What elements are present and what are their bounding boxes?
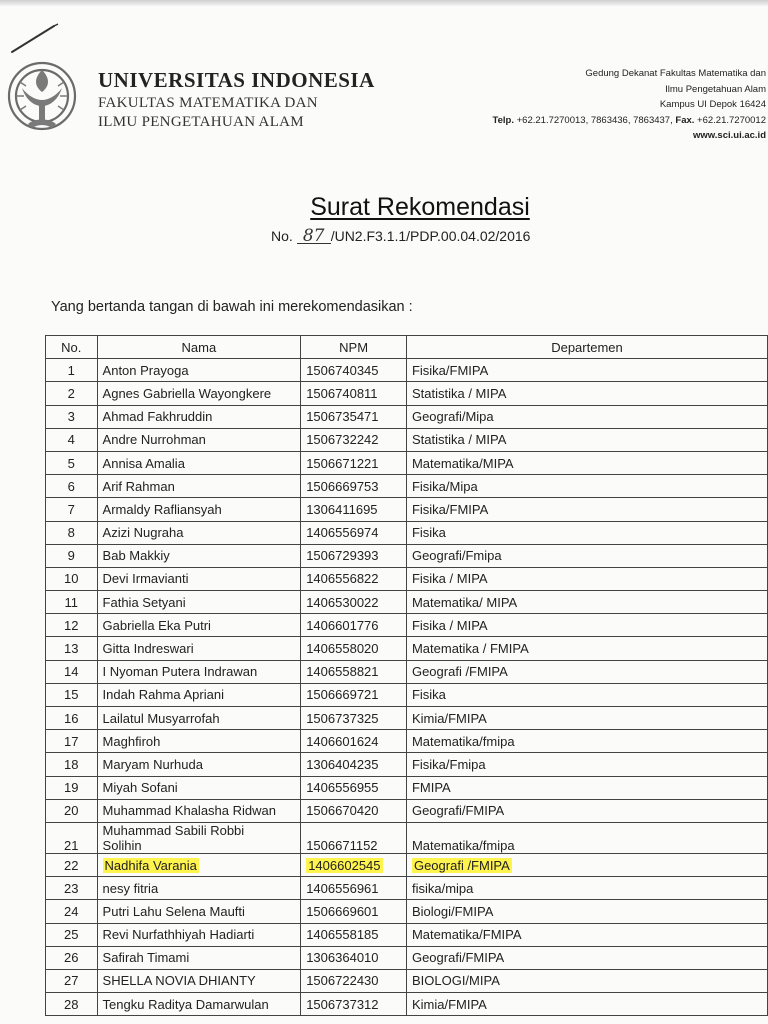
- row-no: 10: [46, 567, 98, 590]
- row-nama: Tengku Raditya Damarwulan: [97, 993, 301, 1016]
- letter-title: Surat Rekomendasi: [310, 193, 530, 221]
- row-departemen: Matematika/ MIPA: [406, 591, 767, 614]
- row-nama: Ahmad Fakhruddin: [97, 405, 301, 428]
- row-nama: Muhammad Khalasha Ridwan: [97, 799, 301, 822]
- row-departemen: Fisika: [406, 683, 767, 706]
- row-npm: 1506671221: [301, 451, 407, 474]
- row-departemen: Fisika / MIPA: [406, 614, 767, 637]
- address-line1: Gedung Dekanat Fakultas Matematika dan: [585, 68, 766, 79]
- row-departemen: Geografi/Fmipa: [406, 544, 767, 567]
- table-row: [46, 637, 768, 660]
- row-nama: Indah Rahma Apriani: [97, 683, 301, 706]
- row-nama: Anton Prayoga: [97, 359, 301, 382]
- table-row: [46, 382, 768, 405]
- row-npm: 1506737312: [301, 993, 407, 1016]
- table-row: [46, 614, 768, 637]
- number-suffix: /UN2.F3.1.1/PDP.00.04.02/2016: [330, 228, 531, 244]
- row-no: 6: [46, 475, 98, 498]
- table-row: [46, 993, 768, 1016]
- table-row: [46, 660, 768, 683]
- row-departemen: Matematika/MIPA: [406, 451, 767, 474]
- row-npm: 1506671152: [301, 822, 407, 853]
- row-departemen: Fisika/FMIPA: [406, 498, 767, 521]
- table-row: [46, 498, 768, 521]
- row-nama-highlight: Nadhifa Varania: [104, 857, 197, 873]
- row-npm: 1506669721: [301, 683, 407, 706]
- row-npm: 1506740345: [301, 359, 407, 382]
- table-row: [46, 877, 768, 900]
- phone-numbers: +62.21.7270013, 7863436, 7863437,: [516, 114, 673, 126]
- row-nama: SHELLA NOVIA DHIANTY: [97, 969, 301, 992]
- row-npm: 1506735471: [301, 405, 407, 428]
- row-no: 1: [46, 359, 98, 382]
- table-row: [46, 521, 768, 544]
- table-row: [46, 753, 768, 776]
- row-departemen: Statistika / MIPA: [406, 428, 767, 451]
- row-departemen: fisika/mipa: [406, 877, 767, 900]
- row-nama: Safirah Timami: [97, 946, 301, 969]
- phone-label: Telp.: [492, 114, 514, 126]
- row-departemen: Fisika/FMIPA: [406, 359, 767, 382]
- table-row: [46, 359, 768, 382]
- row-departemen: FMIPA: [406, 776, 767, 799]
- row-no: 5: [46, 451, 98, 474]
- row-no: 7: [46, 498, 98, 521]
- header-npm: NPM: [301, 336, 407, 359]
- row-departemen: Matematika / FMIPA: [406, 637, 767, 660]
- row-npm: 1506740811: [301, 382, 407, 405]
- table-row: [46, 683, 768, 706]
- row-departemen: [406, 853, 767, 876]
- row-nama: Miyah Sofani: [97, 776, 301, 799]
- number-prefix: No.: [271, 228, 293, 244]
- row-nama: Fathia Setyani: [97, 591, 301, 614]
- table-row: [46, 853, 768, 876]
- row-nama-line2: Solihin: [102, 837, 142, 853]
- table-header-row: [46, 336, 768, 359]
- row-no: 2: [46, 382, 98, 405]
- row-no: 18: [46, 753, 98, 776]
- letter-number: [271, 228, 530, 244]
- table-row: [46, 475, 768, 498]
- row-nama: nesy fitria: [97, 877, 301, 900]
- row-npm: 1406556961: [301, 877, 407, 900]
- row-departemen: BIOLOGI/MIPA: [406, 969, 767, 992]
- fax-label: Fax.: [675, 114, 695, 126]
- row-departemen: Matematika/FMIPA: [406, 923, 767, 946]
- row-nama: Gitta Indreswari: [97, 637, 301, 660]
- row-no: 27: [46, 969, 98, 992]
- row-departemen: Geografi/FMIPA: [406, 799, 767, 822]
- row-no: 9: [46, 544, 98, 567]
- row-nama: Agnes Gabriella Wayongkere: [97, 382, 301, 405]
- row-npm: 1406558821: [301, 660, 407, 683]
- table-row: [46, 923, 768, 946]
- university-name: UNIVERSITAS INDONESIA: [98, 68, 375, 92]
- row-nama: I Nyoman Putera Indrawan: [97, 660, 301, 683]
- row-npm: 1506669601: [301, 900, 407, 923]
- row-npm: 1506669753: [301, 475, 407, 498]
- row-nama: Andre Nurrohman: [97, 428, 301, 451]
- row-departemen: Statistika / MIPA: [406, 382, 767, 405]
- table-row: [46, 799, 768, 822]
- row-no: 4: [46, 428, 98, 451]
- row-nama: Lailatul Musyarrofah: [97, 707, 301, 730]
- table-row: [46, 451, 768, 474]
- handwritten-number: 87: [297, 229, 331, 244]
- row-nama: Devi Irmavianti: [97, 567, 301, 590]
- table-row: [46, 730, 768, 753]
- row-nama-line1: Muhammad Sabili Robbi: [102, 822, 245, 838]
- row-nama: Armaldy Rafliansyah: [97, 498, 301, 521]
- row-nama: Annisa Amalia: [97, 451, 301, 474]
- row-no: 11: [46, 591, 98, 614]
- table-body: [46, 359, 768, 1016]
- table-row: [46, 776, 768, 799]
- row-no: 15: [46, 683, 98, 706]
- row-npm: [301, 853, 407, 876]
- row-no: 16: [46, 707, 98, 730]
- address-line2: Ilmu Pengetahuan Alam: [665, 83, 766, 95]
- website-link: www.sci.ui.ac.id: [692, 130, 766, 141]
- row-nama: Gabriella Eka Putri: [97, 614, 301, 637]
- row-departemen: Biologi/FMIPA: [406, 900, 767, 923]
- row-npm: 1506732242: [301, 428, 407, 451]
- row-npm: 1406558185: [301, 923, 407, 946]
- row-departemen: Fisika / MIPA: [406, 567, 767, 590]
- row-no: 13: [46, 637, 98, 660]
- row-npm: 1306411695: [301, 498, 407, 521]
- row-nama: [97, 822, 301, 853]
- row-no: 25: [46, 923, 98, 946]
- row-departemen-highlight: Geografi /FMIPA: [413, 857, 510, 873]
- scan-edge-shadow: [0, 0, 768, 6]
- makara-logo-icon: [4, 56, 80, 138]
- row-departemen: Fisika: [406, 521, 767, 544]
- table-row: [46, 428, 768, 451]
- row-no: 26: [46, 946, 98, 969]
- table-row: [46, 405, 768, 428]
- intro-text: Yang bertanda tangan di bawah ini merekomendasikan :: [51, 299, 413, 315]
- row-npm: 1506670420: [301, 799, 407, 822]
- table-row: [46, 707, 768, 730]
- row-nama: Putri Lahu Selena Maufti: [97, 900, 301, 923]
- row-no: 21: [46, 822, 98, 853]
- row-no: 8: [46, 521, 98, 544]
- row-no: 14: [46, 660, 98, 683]
- student-table: [45, 335, 768, 1016]
- header-no: No.: [46, 336, 98, 359]
- address-line3: Kampus UI Depok 16424: [659, 99, 766, 110]
- table-row: [46, 544, 768, 567]
- row-npm: 1406601776: [301, 614, 407, 637]
- row-no: 12: [46, 614, 98, 637]
- row-nama: Maryam Nurhuda: [97, 753, 301, 776]
- row-no: 3: [46, 405, 98, 428]
- row-npm-highlight: 1406602545: [308, 857, 381, 873]
- row-npm: 1406601624: [301, 730, 407, 753]
- row-npm: 1406530022: [301, 591, 407, 614]
- row-nama: Bab Makkiy: [97, 544, 301, 567]
- row-npm: 1306364010: [301, 946, 407, 969]
- row-no: 20: [46, 799, 98, 822]
- row-npm: 1406558020: [301, 637, 407, 660]
- row-departemen: Geografi /FMIPA: [406, 660, 767, 683]
- table-row: [46, 900, 768, 923]
- faculty-address: [493, 66, 766, 144]
- row-no: 19: [46, 776, 98, 799]
- row-no: 23: [46, 877, 98, 900]
- row-nama: Maghfiroh: [97, 730, 301, 753]
- row-no: 22: [46, 853, 98, 876]
- table-row: [46, 969, 768, 992]
- row-departemen: Geografi/FMIPA: [406, 946, 767, 969]
- row-departemen: Kimia/FMIPA: [406, 993, 767, 1016]
- faculty-name-line1: FAKULTAS MATEMATIKA DAN: [98, 95, 318, 111]
- row-npm: 1506722430: [301, 969, 407, 992]
- row-npm: 1406556974: [301, 521, 407, 544]
- row-no: 17: [46, 730, 98, 753]
- contact-line: [493, 113, 766, 129]
- table-row: [46, 591, 768, 614]
- row-npm: 1406556822: [301, 567, 407, 590]
- row-nama: [97, 853, 301, 876]
- row-npm: 1506729393: [301, 544, 407, 567]
- row-nama: Revi Nurfathhiyah Hadiarti: [97, 923, 301, 946]
- table-row: [46, 822, 768, 853]
- row-departemen: Kimia/FMIPA: [406, 707, 767, 730]
- row-npm: 1506737325: [301, 707, 407, 730]
- row-departemen: Fisika/Mipa: [406, 475, 767, 498]
- header-nama: Nama: [97, 336, 301, 359]
- table-row: [46, 567, 768, 590]
- row-npm: 1406556955: [301, 776, 407, 799]
- row-nama: Arif Rahman: [97, 475, 301, 498]
- row-no: 28: [46, 993, 98, 1016]
- row-no: 24: [46, 900, 98, 923]
- row-departemen: Fisika/Fmipa: [406, 753, 767, 776]
- table-row: [46, 946, 768, 969]
- fax-number: +62.21.7270012: [697, 114, 766, 126]
- row-departemen: Geografi/Mipa: [406, 405, 767, 428]
- row-nama: Azizi Nugraha: [97, 521, 301, 544]
- row-departemen: Matematika/fmipa: [406, 822, 767, 853]
- row-departemen: Matematika/fmipa: [406, 730, 767, 753]
- faculty-name-line2: ILMU PENGETAHUAN ALAM: [98, 114, 304, 130]
- row-npm: 1306404235: [301, 753, 407, 776]
- header-departemen: Departemen: [406, 336, 767, 359]
